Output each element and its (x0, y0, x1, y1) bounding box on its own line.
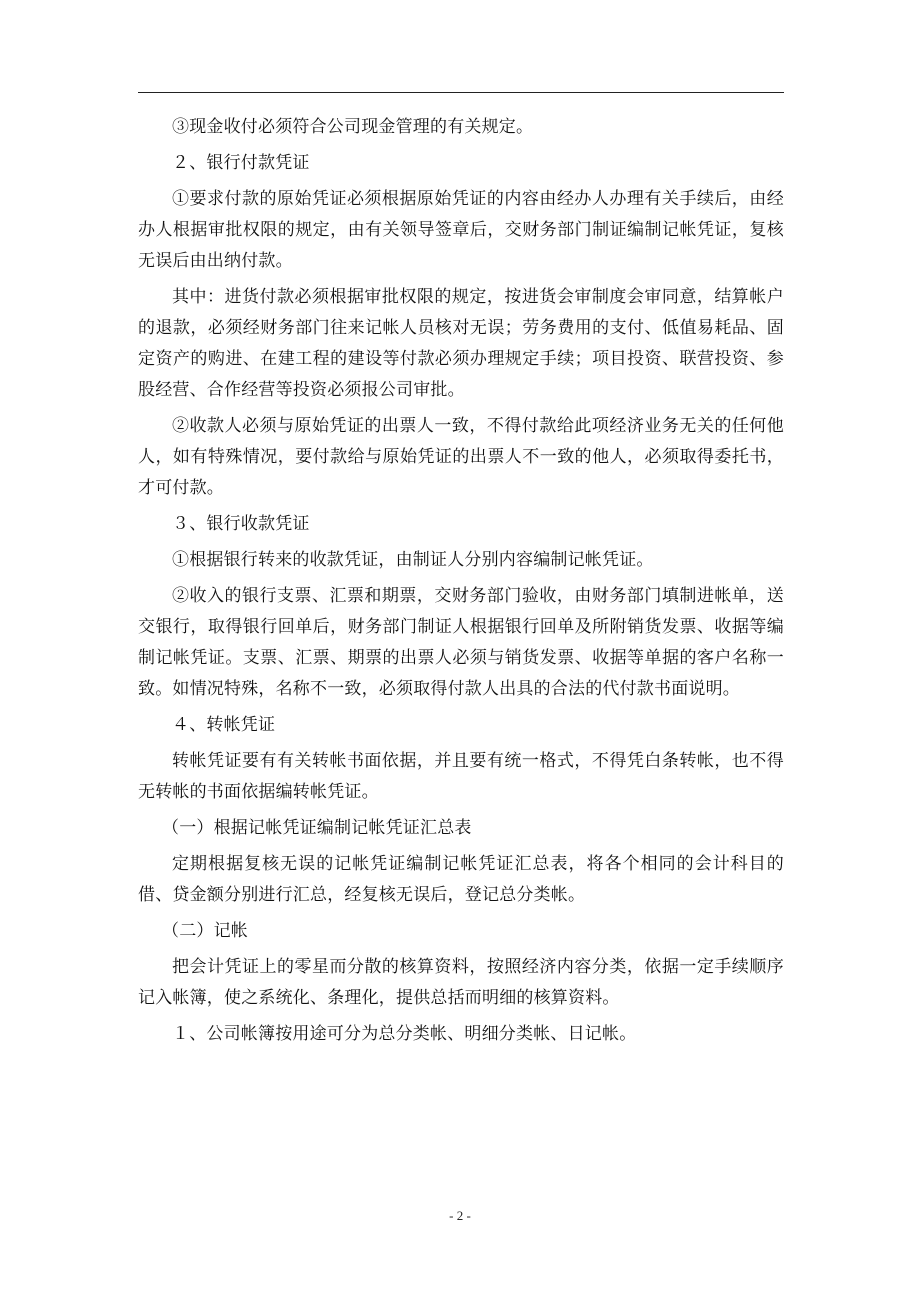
header-rule (138, 92, 784, 93)
paragraph-payment-details: 其中：进货付款必须根据审批权限的规定，按进货会审制度会审同意，结算帐户的退款，必须经财务部门往来记帐人员核对无误；劳务费用的支付、低值易耗品、固定资产的购进、在建工程的建设等付款必须办理规定手续；项目投资、联营投资、参股经营、合作经营等投资必须报公司审批。 (138, 287, 784, 400)
paragraph-cash-rule: ③现金收付必须符合公司现金管理的有关规定。 (172, 117, 534, 137)
paragraph-receipt-process: ②收入的银行支票、汇票和期票，交财务部门验收，由财务部门填制进帐单，送交银行，取得银行回单后，财务部门制证人根据银行回单及所附销货发票、收据等编制记帐凭证。支票、汇票、期票的出票人必须与销货发票、收据等单据的客户名称一致。如情况特殊，名称不一致，必须取得付款人出具的合法的代付款书面说明。 (138, 586, 784, 699)
heading-bank-payment: ２、银行付款凭证 (172, 153, 310, 173)
paragraph-summary-table: 定期根据复核无误的记帐凭证编制记帐凭证汇总表，将各个相同的会计科目的借、贷金额分别进行汇总，经复核无误后，登记总分类帐。 (138, 854, 784, 905)
heading-bank-receipt: ３、银行收款凭证 (172, 514, 310, 534)
paragraph-ledger-types: １、公司帐簿按用途可分为总分类帐、明细分类帐、日记帐。 (172, 1024, 637, 1044)
document-body (138, 112, 784, 1055)
paragraph-transfer-rule: 转帐凭证要有有关转帐书面依据，并且要有统一格式，不得凭白条转帐，也不得无转帐的书面依据编转帐凭证。 (138, 751, 784, 802)
paragraph-payment-voucher: ①要求付款的原始凭证必须根据原始凭证的内容由经办人办理有关手续后，由经办人根据审批权限的规定，由有关领导签章后，交财务部门制证编制记帐凭证，复核无误后由出纳付款。 (138, 189, 784, 271)
paragraph-receipt-voucher: ①根据银行转来的收款凭证，由制证人分别内容编制记帐凭证。 (172, 550, 654, 570)
paragraph-payee-rule: ②收款人必须与原始凭证的出票人一致，不得付款给此项经济业务无关的任何他人，如有特殊情况，要付款给与原始凭证的出票人不一致的他人，必须取得委托书，才可付款。 (138, 416, 784, 498)
paragraph-bookkeeping: 把会计凭证上的零星而分散的核算资料，按照经济内容分类，依据一定手续顺序记入帐簿，使之系统化、条理化，提供总括而明细的核算资料。 (138, 957, 784, 1008)
heading-transfer: ４、转帐凭证 (172, 715, 276, 735)
heading-summary-table: （一）根据记帐凭证编制记帐凭证汇总表 (162, 818, 472, 838)
heading-bookkeeping: （二）记帐 (162, 921, 248, 941)
page-number: - 2 - (449, 1208, 471, 1223)
